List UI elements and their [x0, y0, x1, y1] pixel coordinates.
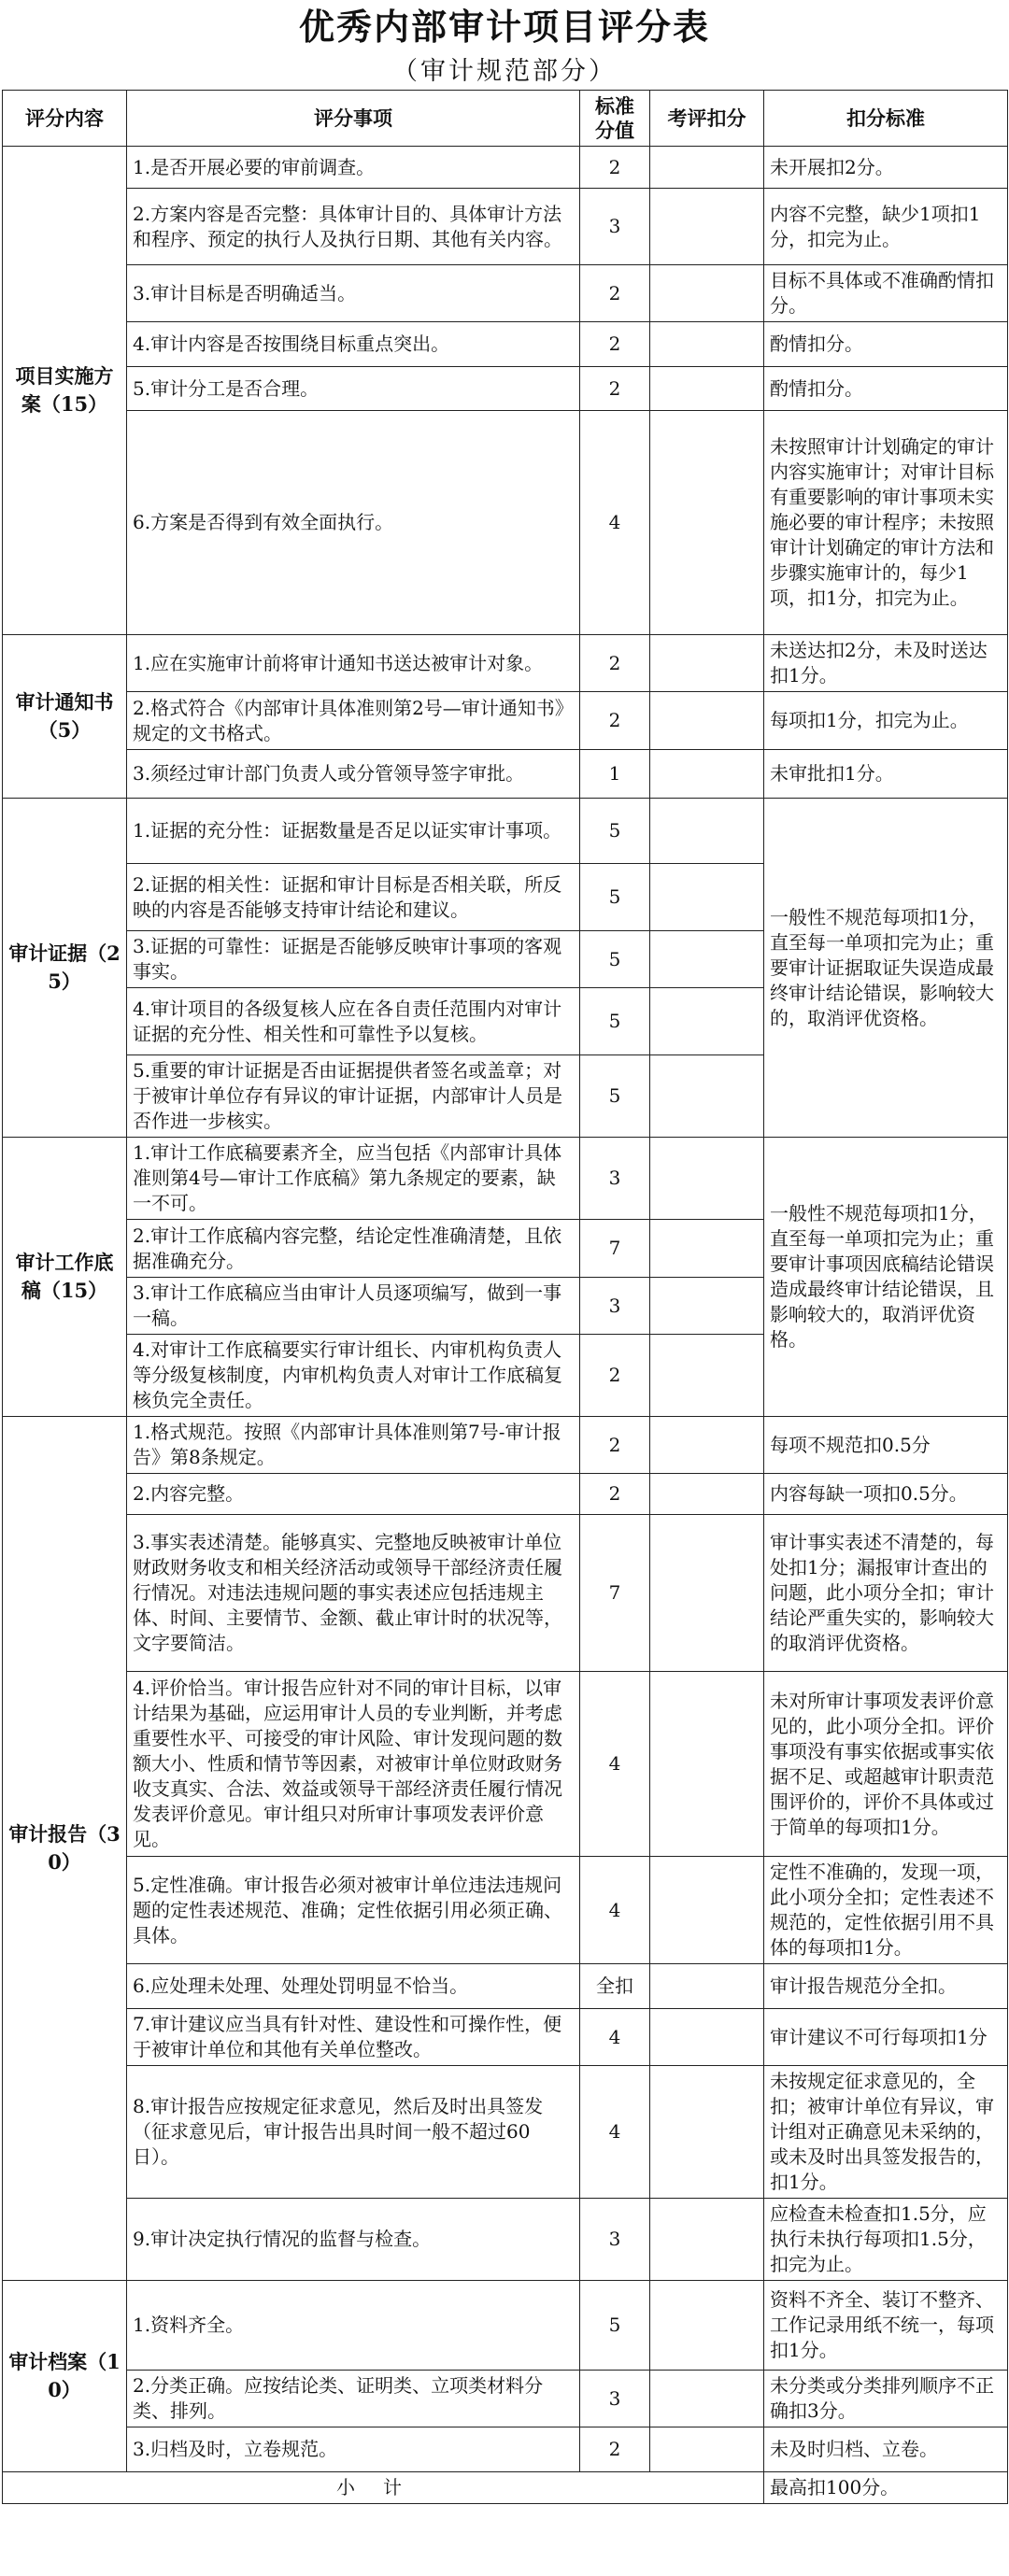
score-cell: 2 [580, 635, 650, 692]
table-row [3, 1417, 1008, 1474]
standard-cell: 未按规定征求意见的，全扣；被审计单位有异议，审计组对正确意见未采纳的，或未及时出具签发报告的，扣1分。 [764, 2066, 1008, 2199]
score-cell: 2 [580, 1335, 650, 1417]
item-cell: 7.审计建议应当具有针对性、建设性和可操作性，便于被审计单位和其他有关单位整改。 [127, 2009, 580, 2066]
item-cell: 2.内容完整。 [127, 1474, 580, 1515]
standard-cell: 目标不具体或不准确酌情扣分。 [764, 265, 1008, 322]
score-cell: 全扣 [580, 1964, 650, 2009]
item-cell: 3.审计目标是否明确适当。 [127, 265, 580, 322]
deduct-cell[interactable] [650, 799, 764, 864]
table-row [3, 2427, 1008, 2472]
score-cell: 3 [580, 189, 650, 265]
table-row [3, 367, 1008, 411]
category-cell: 审计证据（25） [3, 799, 127, 1138]
deduct-cell[interactable] [650, 1417, 764, 1474]
deduct-cell[interactable] [650, 1515, 764, 1672]
table-row [3, 1964, 1008, 2009]
deduct-cell[interactable] [650, 1220, 764, 1278]
item-cell: 2.格式符合《内部审计具体准则第2号—审计通知书》规定的文书格式。 [127, 692, 580, 750]
score-cell: 2 [580, 2427, 650, 2472]
standard-cell: 酌情扣分。 [764, 367, 1008, 411]
standard-cell: 未按照审计计划确定的审计内容实施审计；对审计目标有重要影响的审计事项未实施必要的审计程序；未按照审计计划确定的审计方法和步骤实施审计的，每少1项，扣1分，扣完为止。 [764, 411, 1008, 635]
score-cell: 5 [580, 931, 650, 988]
deduct-cell[interactable] [650, 265, 764, 322]
table-row [3, 1672, 1008, 1857]
deduct-cell[interactable] [650, 1474, 764, 1515]
standard-cell: 未分类或分类排列顺序不正确扣3分。 [764, 2371, 1008, 2427]
deduct-cell[interactable] [650, 1335, 764, 1417]
standard-cell: 资料不齐全、装订不整齐、工作记录用纸不统一，每项扣1分。 [764, 2281, 1008, 2371]
standard-cell: 一般性不规范每项扣1分，直至每一单项扣完为止；重要审计证据取证失误造成最终审计结论错误，影响较大的，取消评优资格。 [764, 799, 1008, 1138]
deduct-cell[interactable] [650, 2371, 764, 2427]
item-cell: 5.审计分工是否合理。 [127, 367, 580, 411]
deduct-cell[interactable] [650, 2066, 764, 2199]
deduct-cell[interactable] [650, 1964, 764, 2009]
item-cell: 4.对审计工作底稿要实行审计组长、内审机构负责人等分级复核制度，内审机构负责人对审计工作底稿复核负完全责任。 [127, 1335, 580, 1417]
header-category: 评分内容 [3, 91, 127, 147]
deduct-cell[interactable] [650, 2199, 764, 2281]
header-standard: 扣分标准 [764, 91, 1008, 147]
table-row [3, 189, 1008, 265]
item-cell: 1.应在实施审计前将审计通知书送达被审计对象。 [127, 635, 580, 692]
total-label: 小计 [3, 2472, 764, 2504]
total-row [3, 2472, 1008, 2504]
page-subtitle: （审计规范部分） [392, 57, 617, 86]
score-cell: 4 [580, 2066, 650, 2199]
table-row [3, 750, 1008, 799]
item-cell: 3.事实表述清楚。能够真实、完整地反映被审计单位财政财务收支和相关经济活动或领导干部经济责任履行情况。对违法违规问题的事实表述应包括违规主体、时间、主要情节、金额、截止审计时的状况等，文字要简洁。 [127, 1515, 580, 1672]
scoring-table [2, 90, 1008, 2504]
item-cell: 9.审计决定执行情况的监督与检查。 [127, 2199, 580, 2281]
score-cell: 3 [580, 1138, 650, 1220]
standard-cell: 未送达扣2分，未及时送达扣1分。 [764, 635, 1008, 692]
standard-cell: 内容不完整，缺少1项扣1分，扣完为止。 [764, 189, 1008, 265]
deduct-cell[interactable] [650, 322, 764, 367]
deduct-cell[interactable] [650, 988, 764, 1055]
item-cell: 8.审计报告应按规定征求意见，然后及时出具签发（征求意见后，审计报告出具时间一般不超过60日）。 [127, 2066, 580, 2199]
score-cell: 5 [580, 799, 650, 864]
score-cell: 7 [580, 1220, 650, 1278]
score-cell: 4 [580, 1857, 650, 1964]
category-cell: 审计报告（30） [3, 1417, 127, 2281]
item-cell: 3.归档及时，立卷规范。 [127, 2427, 580, 2472]
item-cell: 1.格式规范。按照《内部审计具体准则第7号-审计报告》第8条规定。 [127, 1417, 580, 1474]
table-row [3, 2371, 1008, 2427]
score-cell: 2 [580, 692, 650, 750]
item-cell: 2.审计工作底稿内容完整，结论定性准确清楚，且依据准确充分。 [127, 1220, 580, 1278]
deduct-cell[interactable] [650, 931, 764, 988]
table-row [3, 2199, 1008, 2281]
deduct-cell[interactable] [650, 2009, 764, 2066]
deduct-cell[interactable] [650, 692, 764, 750]
table-row [3, 265, 1008, 322]
item-cell: 1.是否开展必要的审前调查。 [127, 147, 580, 189]
item-cell: 4.审计项目的各级复核人应在各自责任范围内对审计证据的充分性、相关性和可靠性予以复核。 [127, 988, 580, 1055]
table-row [3, 147, 1008, 189]
category-cell: 审计工作底稿（15） [3, 1138, 127, 1417]
deduct-cell[interactable] [650, 147, 764, 189]
deduct-cell[interactable] [650, 1138, 764, 1220]
standard-cell: 应检查未检查扣1.5分，应执行未执行每项扣1.5分，扣完为止。 [764, 2199, 1008, 2281]
standard-cell: 审计事实表述不清楚的，每处扣1分；漏报审计查出的问题，此小项分全扣；审计结论严重失实的，影响较大的取消评优资格。 [764, 1515, 1008, 1672]
deduct-cell[interactable] [650, 2281, 764, 2371]
table-row [3, 799, 1008, 864]
score-cell: 2 [580, 322, 650, 367]
deduct-cell[interactable] [650, 411, 764, 635]
standard-cell: 未对所审计事项发表评价意见的，此小项分全扣。评价事项没有事实依据或事实依据不足、或超越审计职责范围评价的，评价不具体或过于简单的每项扣1分。 [764, 1672, 1008, 1857]
table-row [3, 2066, 1008, 2199]
score-cell: 3 [580, 2199, 650, 2281]
table-row [3, 1515, 1008, 1672]
category-cell: 审计档案（10） [3, 2281, 127, 2472]
standard-cell: 定性不准确的，发现一项，此小项分全扣；定性表述不规范的，定性依据引用不具体的每项扣1分。 [764, 1857, 1008, 1964]
header-deduct: 考评扣分 [650, 91, 764, 147]
score-cell: 5 [580, 1055, 650, 1138]
page-title: 优秀内部审计项目评分表 [298, 6, 710, 48]
deduct-cell[interactable] [650, 367, 764, 411]
score-cell: 5 [580, 2281, 650, 2371]
score-cell: 4 [580, 411, 650, 635]
score-cell: 3 [580, 1278, 650, 1335]
standard-cell: 酌情扣分。 [764, 322, 1008, 367]
total-standard: 最高扣100分。 [764, 2472, 1008, 2504]
item-cell: 4.审计内容是否按围绕目标重点突出。 [127, 322, 580, 367]
item-cell: 1.审计工作底稿要素齐全，应当包括《内部审计具体准则第4号—审计工作底稿》第九条规定的要素，缺一不可。 [127, 1138, 580, 1220]
standard-cell: 未开展扣2分。 [764, 147, 1008, 189]
score-cell: 4 [580, 2009, 650, 2066]
item-cell: 2.分类正确。应按结论类、证明类、立项类材料分类、排列。 [127, 2371, 580, 2427]
table-body [3, 147, 1008, 2504]
item-cell: 3.须经过审计部门负责人或分管领导签字审批。 [127, 750, 580, 799]
score-cell: 1 [580, 750, 650, 799]
table-row [3, 322, 1008, 367]
table-row [3, 692, 1008, 750]
item-cell: 5.重要的审计证据是否由证据提供者签名或盖章；对于被审计单位存有异议的审计证据，内部审计人员是否作进一步核实。 [127, 1055, 580, 1138]
standard-cell: 审计建议不可行每项扣1分 [764, 2009, 1008, 2066]
category-cell: 项目实施方案（15） [3, 147, 127, 635]
deduct-cell[interactable] [650, 864, 764, 931]
table-row [3, 1857, 1008, 1964]
item-cell: 2.证据的相关性：证据和审计目标是否相关联，所反映的内容是否能够支持审计结论和建议。 [127, 864, 580, 931]
score-cell: 5 [580, 864, 650, 931]
score-cell: 2 [580, 1474, 650, 1515]
score-cell: 2 [580, 147, 650, 189]
score-cell: 5 [580, 988, 650, 1055]
table-row [3, 1474, 1008, 1515]
standard-cell: 未及时归档、立卷。 [764, 2427, 1008, 2472]
item-cell: 6.方案是否得到有效全面执行。 [127, 411, 580, 635]
table-row [3, 2009, 1008, 2066]
table-row [3, 635, 1008, 692]
standard-cell: 每项扣1分，扣完为止。 [764, 692, 1008, 750]
deduct-cell[interactable] [650, 750, 764, 799]
item-cell: 1.证据的充分性：证据数量是否足以证实审计事项。 [127, 799, 580, 864]
table-row [3, 411, 1008, 635]
score-cell: 2 [580, 367, 650, 411]
item-cell: 6.应处理未处理、处理处罚明显不恰当。 [127, 1964, 580, 2009]
score-cell: 2 [580, 265, 650, 322]
category-cell: 审计通知书（5） [3, 635, 127, 799]
table-row [3, 1138, 1008, 1220]
deduct-cell[interactable] [650, 189, 764, 265]
standard-cell: 未审批扣1分。 [764, 750, 1008, 799]
standard-cell: 一般性不规范每项扣1分，直至每一单项扣完为止；重要审计事项因底稿结论错误造成最终审计结论错误，且影响较大的，取消评优资格。 [764, 1138, 1008, 1417]
deduct-cell[interactable] [650, 1278, 764, 1335]
item-cell: 3.审计工作底稿应当由审计人员逐项编写，做到一事一稿。 [127, 1278, 580, 1335]
deduct-cell[interactable] [650, 1055, 764, 1138]
item-cell: 2.方案内容是否完整：具体审计目的、具体审计方法和程序、预定的执行人及执行日期、其他有关内容。 [127, 189, 580, 265]
score-cell: 7 [580, 1515, 650, 1672]
score-cell: 3 [580, 2371, 650, 2427]
standard-cell: 每项不规范扣0.5分 [764, 1417, 1008, 1474]
item-cell: 5.定性准确。审计报告必须对被审计单位违法违规问题的定性表述规范、准确；定性依据引用必须正确、具体。 [127, 1857, 580, 1964]
deduct-cell[interactable] [650, 1672, 764, 1857]
deduct-cell[interactable] [650, 2427, 764, 2472]
standard-cell: 内容每缺一项扣0.5分。 [764, 1474, 1008, 1515]
deduct-cell[interactable] [650, 1857, 764, 1964]
deduct-cell[interactable] [650, 635, 764, 692]
table-row [3, 2281, 1008, 2371]
score-cell: 2 [580, 1417, 650, 1474]
standard-cell: 审计报告规范分全扣。 [764, 1964, 1008, 2009]
item-cell: 1.资料齐全。 [127, 2281, 580, 2371]
header-score: 标准分值 [580, 91, 650, 147]
score-cell: 4 [580, 1672, 650, 1857]
item-cell: 4.评价恰当。审计报告应针对不同的审计目标，以审计结果为基础，应运用审计人员的专业判断，并考虑重要性水平、可接受的审计风险、审计发现问题的数额大小、性质和情节等因素，对被审计单位财政财务收支真实、合法、效益或领导干部经济责任履行情况发表评价意见。审计组只对所审计事项发表评价意见。 [127, 1672, 580, 1857]
header-item: 评分事项 [127, 91, 580, 147]
item-cell: 3.证据的可靠性：证据是否能够反映审计事项的客观事实。 [127, 931, 580, 988]
